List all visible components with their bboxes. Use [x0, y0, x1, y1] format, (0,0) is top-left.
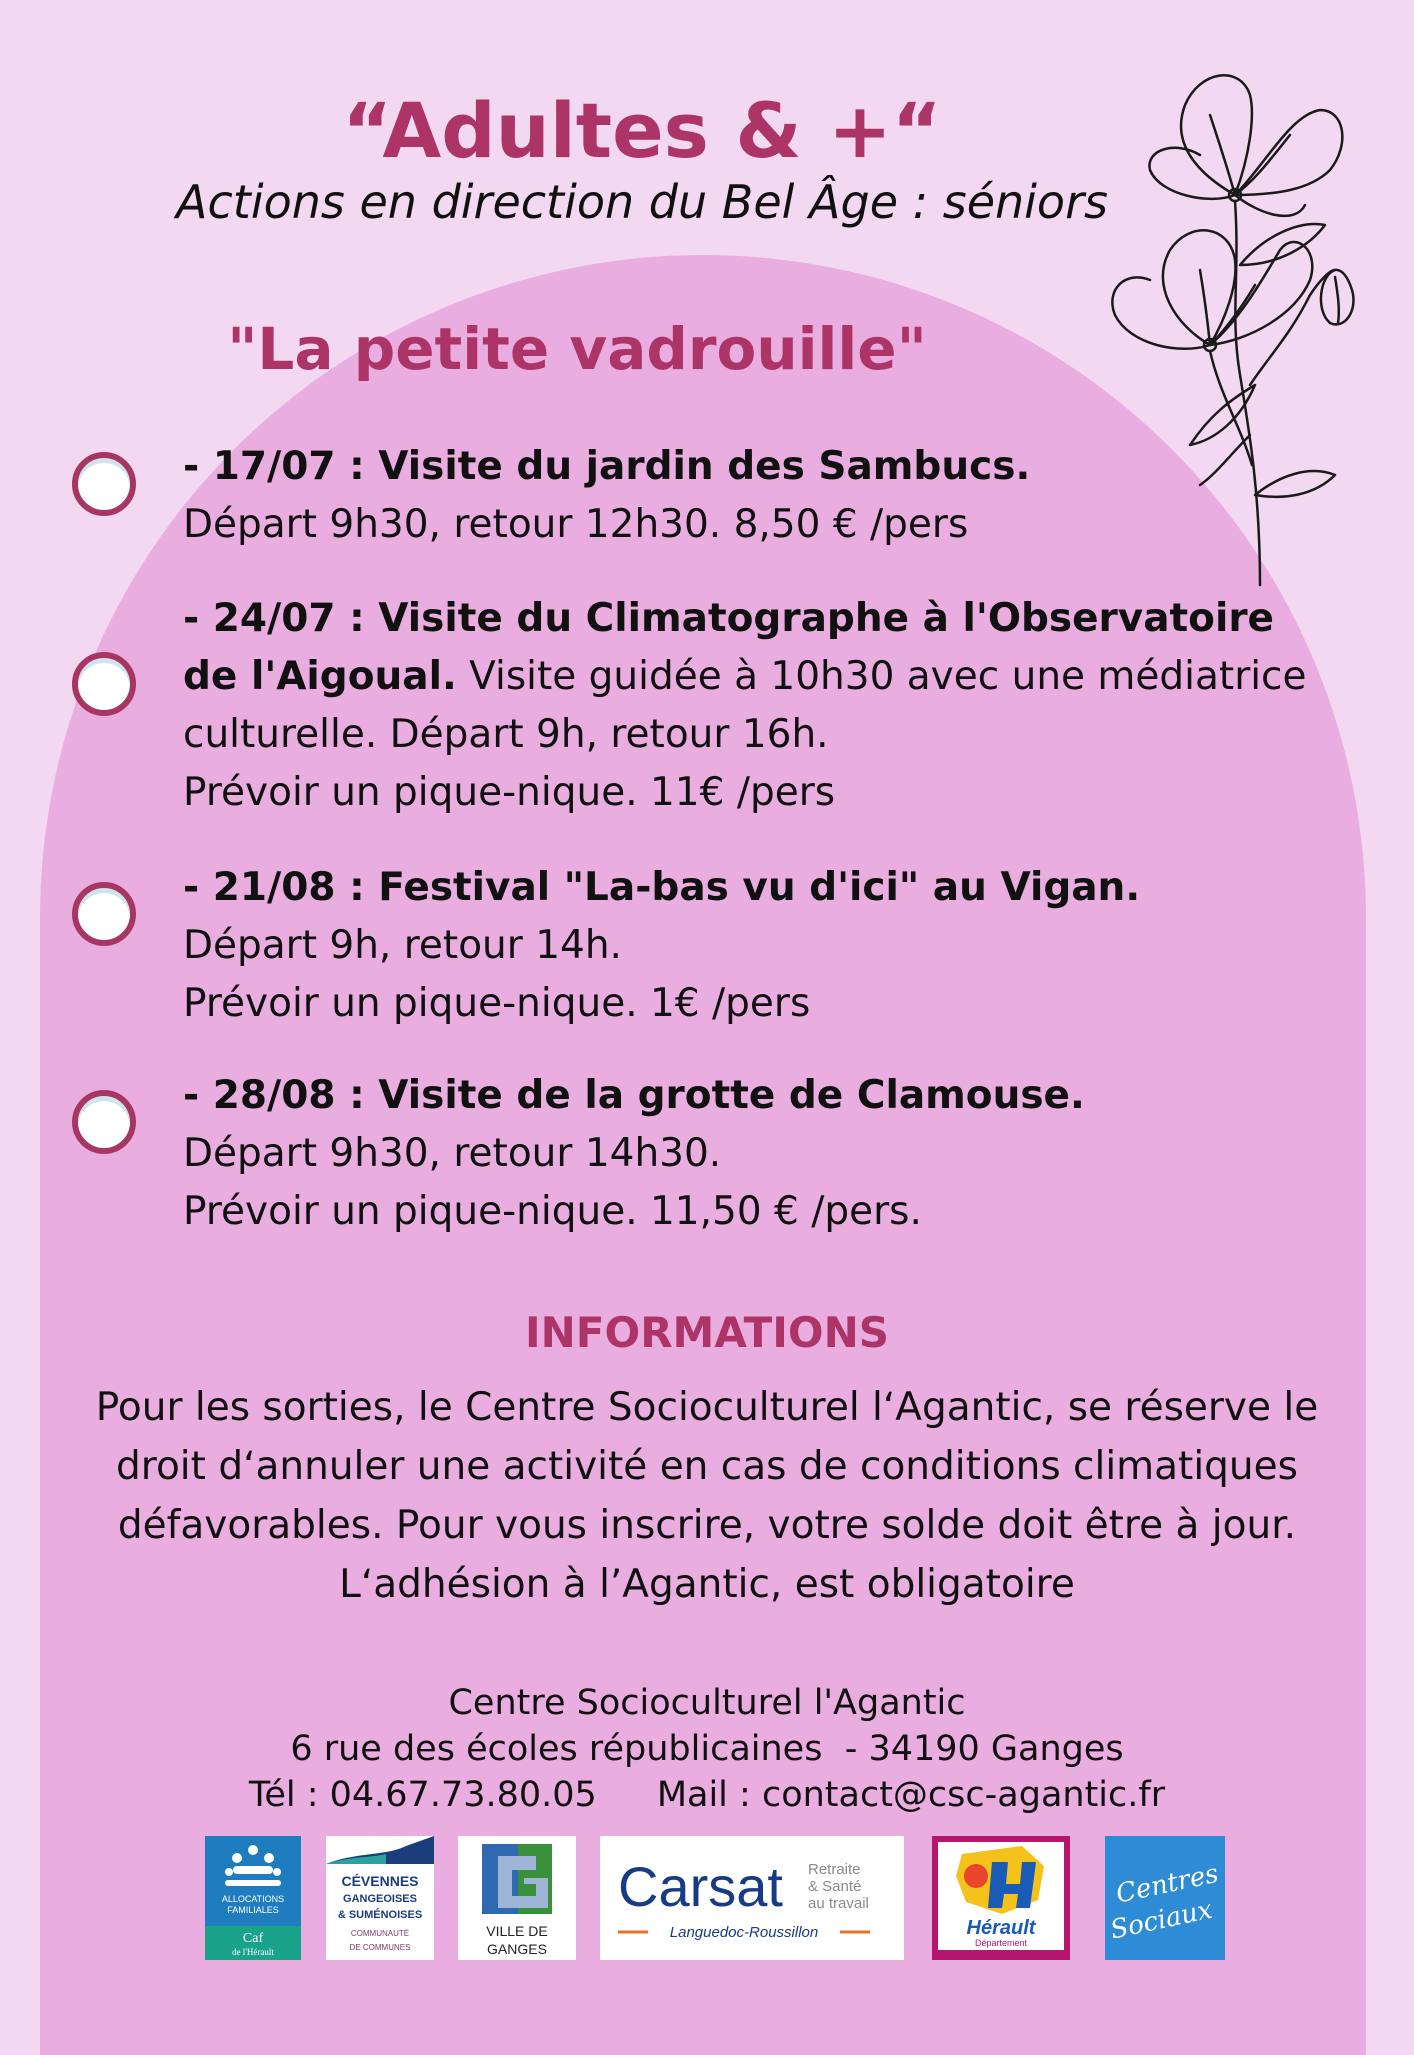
herault-text: Département — [974, 1938, 1028, 1948]
contact-phone: Tél : 04.67.73.80.05 — [248, 1775, 597, 1815]
partner-logos — [0, 1836, 1414, 1962]
carsat-text: au travail — [808, 1895, 869, 1912]
caf-logo — [205, 1836, 301, 1960]
event-description: Visite guidée à 10h30 avec une médiatrice culturelle. Départ 9h, retour 16h. — [183, 654, 1307, 757]
herault-text: Hérault — [966, 1917, 1036, 1939]
contact-address: 6 rue des écoles républicaines - 34190 Ganges — [290, 1729, 1124, 1769]
herault-logo — [932, 1836, 1070, 1960]
centres-text: Sociaux — [1107, 1894, 1215, 1946]
bullet-circle — [72, 882, 136, 946]
cevennes-text: COMMUNAUTÉ — [350, 1929, 410, 1938]
centres-sociaux-logo — [1105, 1836, 1225, 1960]
contact-block — [0, 1680, 1414, 1818]
carsat-logo — [600, 1836, 904, 1960]
caf-text: ALLOCATIONS — [221, 1894, 285, 1904]
event-line: Départ 9h30, retour 12h30. 8,50 € /pers — [183, 502, 969, 547]
centres-text: Centres — [1113, 1858, 1222, 1910]
event-line: Prévoir un pique-nique. 11€ /pers — [183, 770, 836, 815]
event-item — [183, 438, 1333, 554]
ganges-text: GANGES — [487, 1941, 547, 1957]
event-item — [183, 1067, 1333, 1241]
ganges-logo — [458, 1836, 576, 1960]
info-text: Pour les sorties, le Centre Socioculturel l‘Agantic, se réserve le droit d‘annuler une activité en cas de conditions climatiques défavorables. Pour vous inscrire, votre solde doit être à jour. L‘adhésion à l’Agantic, est obligatoire — [95, 1385, 1319, 1607]
cevennes-text: DE COMMUNES — [349, 1943, 411, 1952]
carsat-text: Carsat — [618, 1855, 783, 1918]
section-title: "La petite vadrouille" — [227, 315, 927, 383]
event-item — [183, 859, 1333, 1033]
ganges-text: VILLE DE — [486, 1923, 548, 1939]
carsat-text: & Santé — [808, 1878, 862, 1895]
event-line: Prévoir un pique-nique. 11,50 € /pers. — [183, 1189, 922, 1234]
event-line: Départ 9h30, retour 14h30. — [183, 1131, 722, 1176]
cevennes-logo — [326, 1836, 434, 1960]
caf-text: de l'Hérault — [232, 1947, 274, 1957]
event-line: Prévoir un pique-nique. 1€ /pers — [183, 981, 811, 1026]
caf-text: Caf — [242, 1931, 264, 1946]
page-title: “Adultes & +“ — [342, 86, 942, 175]
event-line: Départ 9h, retour 14h. — [183, 923, 622, 968]
carsat-text: Retraite — [808, 1861, 861, 1878]
event-item — [183, 590, 1333, 822]
contact-name: Centre Socioculturel l'Agantic — [448, 1683, 966, 1723]
event-heading: - 17/07 : Visite du jardin des Sambucs. — [183, 444, 1031, 489]
info-title: INFORMATIONS — [525, 1308, 889, 1357]
caf-text: FAMILIALES — [227, 1905, 279, 1915]
event-heading: - 24/07 : Visite du Climatographe à l'Observatoire de l'Aigoual. — [183, 596, 1275, 699]
cevennes-text: & SUMÉNOISES — [337, 1909, 423, 1921]
bullet-circle — [72, 1090, 136, 1154]
event-heading: - 21/08 : Festival "La-bas vu d'ici" au Vigan. — [183, 865, 1141, 910]
carsat-text: Languedoc-Roussillon — [669, 1924, 819, 1941]
contact-mail: Mail : contact@csc-agantic.fr — [656, 1775, 1166, 1815]
cevennes-text: GANGEOISES — [343, 1893, 417, 1905]
event-heading: - 28/08 : Visite de la grotte de Clamouse. — [183, 1073, 1085, 1118]
bullet-circle — [72, 652, 136, 716]
cevennes-text: CÉVENNES — [341, 1873, 419, 1889]
page-subtitle: Actions en direction du Bel Âge : séniors — [176, 175, 1108, 229]
bullet-circle — [72, 452, 136, 516]
